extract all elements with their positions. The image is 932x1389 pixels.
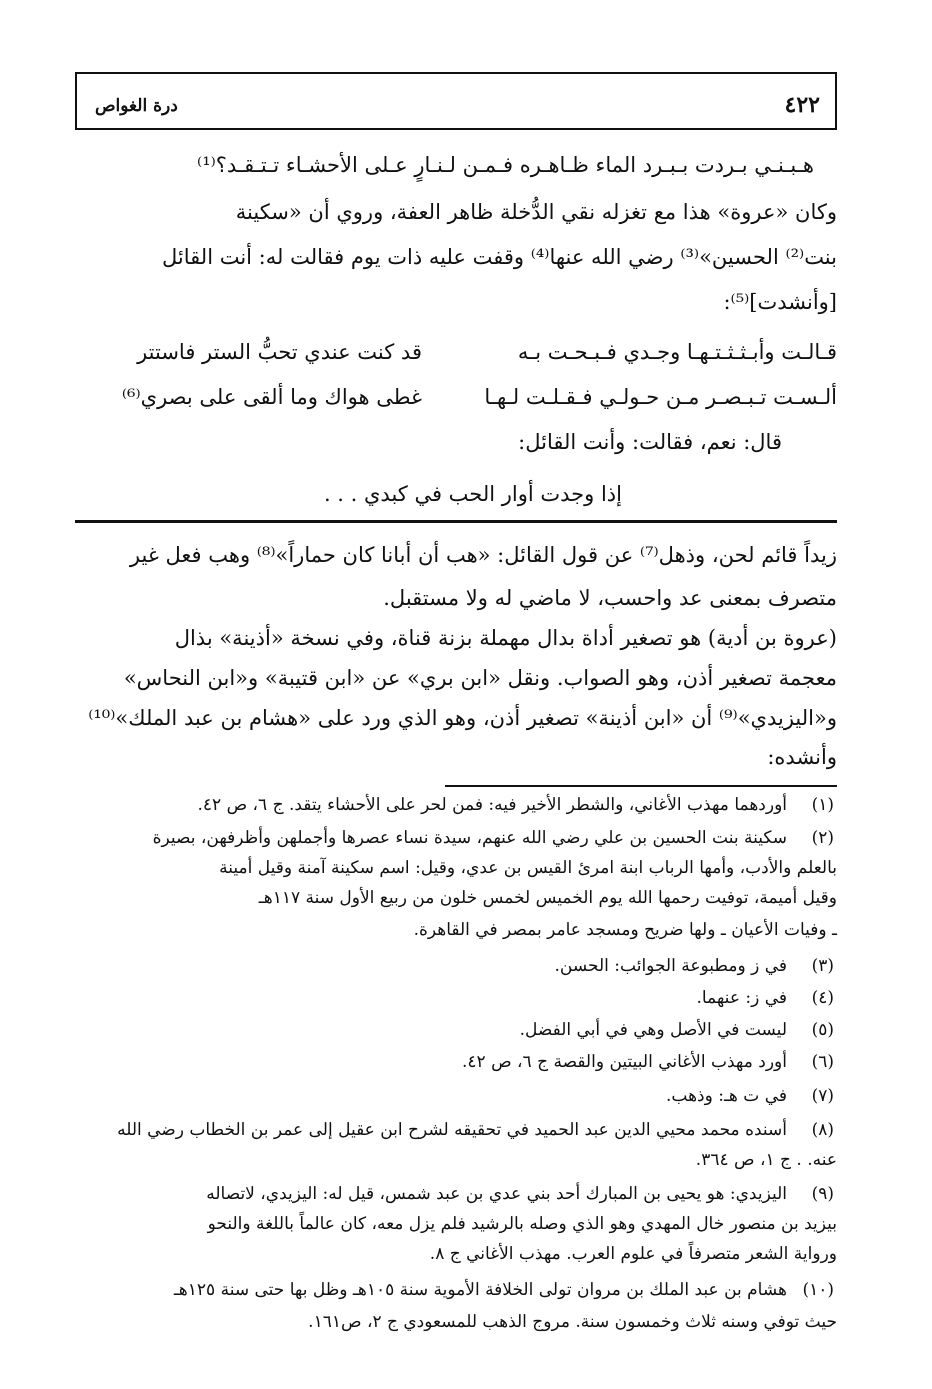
footnote-text: عنه. . ج ١، ص ٣٦٤. [695, 1150, 837, 1170]
commentary-line: و«اليزيدي»⁽⁹⁾ أن «ابن أذينة» تصغير أذن، وهو الذي ورد على «هشام بن عبد الملك»⁽¹⁰⁾ [88, 706, 837, 730]
footnote-text: ورواية الشعر متصرفاً في علوم العرب. مهذب الأغاني ج ٨. [429, 1244, 837, 1264]
footnote-text: سكينة بنت الحسين بن علي رضي الله عنهم، سيدة نساء عصرها وأجملهن وأظرفهن، بصيرة [152, 828, 787, 848]
footnote-text: اليزيدي: هو يحيى بن المبارك أحد بني عدي بن عبد شمس، قيل له: اليزيدي، لاتصاله [206, 1184, 787, 1204]
footnote-number: (٤) [811, 988, 834, 1008]
footnote-text: حيث توفي وسنه ثلاث وخمسون سنة. مروج الذهب للمسعودي ج ٢، ص١٦١. [308, 1312, 837, 1332]
footnote-text: ـ وفيات الأعيان ـ ولها ضريح ومسجد عامر بمصر في القاهرة. [413, 920, 837, 940]
commentary-line: زيداً قائم لحن، وذهل⁽⁷⁾ عن قول القائل: «هب أن أبانا كان حماراً»⁽⁸⁾ وهب فعل غير [129, 543, 837, 567]
footnote-number: (٩) [811, 1184, 834, 1204]
paragraph-line: بنت⁽²⁾ الحسين»⁽³⁾ رضي الله عنها⁽⁴⁾ وقفت عليه ذات يوم فقالت له: أنت القائل [162, 245, 837, 269]
commentary-line: معجمة تصغير أذن، وهو الصواب. ونقل «ابن بري» عن «ابن قتيبة» و«ابن النحاس» [123, 666, 837, 690]
paragraph-line: قال: نعم، فقالت: وأنت القائل: [518, 430, 782, 454]
footnote-divider [445, 785, 837, 787]
paragraph-line: [وأنشدت]⁽⁵⁾: [723, 290, 837, 314]
page-number: ٤٢٢ [784, 92, 820, 118]
footnote-text: في ت هـ: وذهب. [665, 1086, 787, 1106]
verse-line-1: هـبـنـي بـردت بـبـرد الماء ظـاهـره فـمـن لـنـارٍ عـلى الأحشـاء تـتـقـد؟⁽¹⁾ [197, 153, 814, 177]
footnote-text: بالعلم والأدب، وأمها الرباب ابنة امرئ القيس بن عدي، وقيل: اسم سكينة آمنة وقيل أمينة [219, 858, 837, 878]
commentary-line: وأنشده: [767, 745, 837, 769]
footnote-text: ليست في الأصل وهي في أبي الفضل. [519, 1020, 787, 1040]
footnote-text: هشام بن عبد الملك بن مروان تولى الخلافة الأموية سنة ١٠٥هـ وظل بها حتى سنة ١٢٥هـ [173, 1280, 787, 1300]
verse-hemistich-left: غطى هواك وما ألقى على بصري⁽⁶⁾ [121, 385, 422, 409]
footnote-text: في ز: عنهما. [696, 988, 787, 1008]
footnote-number: (٦) [811, 1052, 834, 1072]
verse-hemistich-right: ألـسـت تـبـصـر مـن حـولـي فـقـلـت لـهـا [484, 385, 837, 409]
footnote-number: (٥) [811, 1020, 834, 1040]
commentary-line: (عروة بن أدية) هو تصغير أداة بدال مهملة بزنة قناة، وفي نسخة «أذينة» بذال [174, 626, 837, 650]
footnote-number: (٧) [811, 1086, 834, 1106]
footnote-text: بيزيد بن منصور خال المهدي وهو الذي وصله بالرشيد فلم يزل معه، كان عالماً باللغة والنحو [207, 1214, 837, 1234]
running-header-title: درة الغواص [95, 96, 178, 116]
commentary-line: متصرف بمعنى عد واحسب، لا ماضي له ولا مستقبل. [383, 586, 837, 610]
footnote-text: وقيل أميمة، توفيت رحمها الله يوم الخميس لخمس خلون من ربيع الأول سنة ١١٧هـ [258, 888, 837, 908]
paragraph-line: وكان «عروة» هذا مع تغزله نقي الدُّخلة ظاهر العفة، وروي أن «سكينة [235, 200, 837, 224]
verse-hemistich-left: قد كنت عندي تحبُّ الستر فاستتر [137, 340, 422, 364]
footnote-text: في ز ومطبوعة الجوائب: الحسن. [554, 956, 787, 976]
footnote-number: (٣) [811, 956, 834, 976]
footnote-text: أوردهما مهذب الأغاني، والشطر الأخير فيه: فمن لحر على الأحشاء يتقد. ج ٦، ص ٤٢. [197, 795, 787, 815]
footnote-number: (٢) [811, 828, 834, 848]
footnote-text: أورد مهذب الأغاني البيتين والقصة ج ٦، ص ٤٢. [462, 1052, 787, 1072]
running-header-frame [75, 72, 837, 130]
verse-hemistich-right: قـالـت وأبـثـثـتـهـا وجـدي فـبـحـت بـه [517, 340, 837, 364]
footnote-text: أسنده محمد محيي الدين عبد الحميد في تحقيقه لشرح ابن عقيل إلى عمر بن الخطاب رضي الله [117, 1120, 787, 1140]
footnote-number: (١٠) [802, 1280, 834, 1300]
footnote-number: (٨) [811, 1120, 834, 1140]
verse-line-4: إذا وجدت أوار الحب في كبدي . . . [323, 482, 622, 506]
footnote-number: (١) [811, 795, 834, 815]
section-divider [75, 520, 837, 523]
